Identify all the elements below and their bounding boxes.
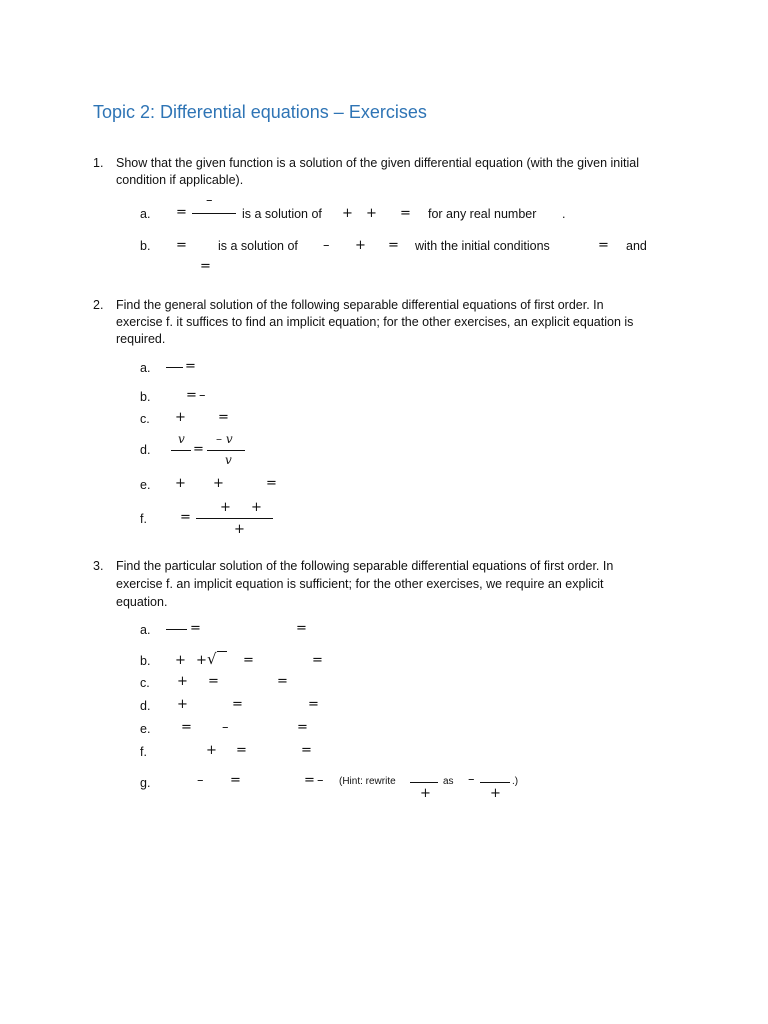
- equals-sign: =: [301, 743, 312, 758]
- minus-sign: –: [323, 238, 330, 253]
- equals-sign: =: [266, 476, 277, 491]
- exercise-text: equation.: [116, 595, 168, 609]
- item-label: c.: [140, 676, 150, 690]
- equals-sign: =: [308, 697, 319, 712]
- item-label: b.: [140, 390, 151, 404]
- equals-sign: =: [200, 259, 211, 274]
- exercise-text: Show that the given function is a solution of the given differential equation (with the given initial: [116, 156, 640, 170]
- nu-symbol: v: [225, 453, 232, 467]
- equals-sign: =: [218, 410, 229, 425]
- equals-sign: =: [243, 653, 254, 668]
- item-label: e.: [140, 478, 151, 492]
- plus-sign: +: [175, 410, 186, 425]
- item-label: g.: [140, 776, 151, 790]
- hint-text: as: [443, 776, 454, 787]
- plus-sign: +: [366, 206, 377, 221]
- equals-sign: =: [312, 653, 323, 668]
- equals-sign: =: [598, 238, 609, 253]
- exercise-text: required.: [116, 332, 166, 346]
- equals-sign: =: [236, 743, 247, 758]
- minus-sign: –: [206, 193, 213, 208]
- equals-sign: =: [277, 674, 288, 689]
- exercise-text: condition if applicable).: [116, 173, 244, 187]
- item-label: c.: [140, 412, 150, 426]
- plus-sign: +: [234, 522, 245, 537]
- minus-sign: –: [222, 720, 229, 735]
- minus-sign: –: [468, 772, 475, 787]
- item-label: a.: [140, 207, 151, 221]
- fraction-bar: [410, 782, 438, 783]
- equals-sign: =: [185, 359, 196, 374]
- exercise-text: Find the general solution of the following separable differential equations of first order. In: [116, 298, 604, 312]
- exercise-number: 1.: [93, 156, 104, 170]
- radical-bar: [217, 651, 227, 652]
- plus-sign: +: [251, 500, 262, 515]
- exercise-number: 3.: [93, 559, 104, 573]
- equals-sign: =: [388, 238, 399, 253]
- minus-nu: – v: [216, 432, 233, 446]
- plus-sign: +: [213, 476, 224, 491]
- fraction-bar: [171, 450, 191, 451]
- equals-sign: =: [181, 720, 192, 735]
- inline-text: for any real number: [428, 207, 537, 221]
- equals-sign: =: [176, 205, 187, 220]
- nu-symbol: v: [178, 432, 185, 446]
- equals-sign: =: [190, 621, 201, 636]
- fraction-bar: [166, 367, 183, 368]
- minus-sign: –: [317, 773, 324, 788]
- fraction-bar: [207, 450, 245, 451]
- equals-sign: =: [176, 238, 187, 253]
- plus-sign: +: [490, 786, 501, 801]
- plus-sign: +: [175, 653, 186, 668]
- item-label: d.: [140, 443, 151, 457]
- plus-sign: +: [177, 697, 188, 712]
- equals-sign: =: [193, 442, 204, 457]
- item-label: e.: [140, 722, 151, 736]
- exercise-text: exercise f. an implicit equation is sufficient; for the other exercises, we require an explicit: [116, 577, 604, 591]
- period: .: [562, 207, 566, 221]
- fraction-bar: [192, 213, 236, 214]
- plus-sign: +: [206, 743, 217, 758]
- page-title: Topic 2: Differential equations – Exercises: [93, 102, 427, 122]
- square-root-sign: √: [207, 650, 217, 668]
- plus-sign: +: [342, 206, 353, 221]
- item-label: a.: [140, 623, 151, 637]
- minus-sign: –: [197, 773, 204, 788]
- plus-sign: +: [196, 653, 207, 668]
- equals-sign: =: [297, 720, 308, 735]
- inline-text: is a solution of: [218, 239, 298, 253]
- fraction-bar: [480, 782, 510, 783]
- item-label: a.: [140, 361, 151, 375]
- hint-text: (Hint: rewrite: [339, 776, 396, 787]
- equals-sign: =: [186, 388, 197, 403]
- item-label: d.: [140, 699, 151, 713]
- fraction-bar: [166, 629, 187, 630]
- item-label: b.: [140, 239, 151, 253]
- plus-sign: +: [175, 476, 186, 491]
- item-label: f.: [140, 745, 147, 759]
- item-label: b.: [140, 654, 151, 668]
- minus-sign: –: [199, 388, 206, 403]
- fraction-bar: [196, 518, 273, 519]
- plus-sign: +: [177, 674, 188, 689]
- inline-text: is a solution of: [242, 207, 322, 221]
- exercise-number: 2.: [93, 298, 104, 312]
- hint-text: .): [512, 776, 519, 787]
- inline-text: with the initial conditions: [415, 239, 550, 253]
- plus-sign: +: [220, 500, 231, 515]
- equals-sign: =: [208, 674, 219, 689]
- exercise-text: Find the particular solution of the following separable differential equations of first order. In: [116, 559, 614, 573]
- equals-sign: =: [180, 510, 191, 525]
- equals-sign: =: [232, 697, 243, 712]
- equals-sign: =: [230, 773, 241, 788]
- equals-sign: =: [304, 773, 315, 788]
- item-label: f.: [140, 512, 147, 526]
- equals-sign: =: [400, 206, 411, 221]
- inline-text: and: [626, 239, 647, 253]
- plus-sign: +: [420, 786, 431, 801]
- exercise-text: exercise f. it suffices to find an implicit equation; for the other exercises, an explicit equation is: [116, 315, 634, 329]
- plus-sign: +: [355, 238, 366, 253]
- equals-sign: =: [296, 621, 307, 636]
